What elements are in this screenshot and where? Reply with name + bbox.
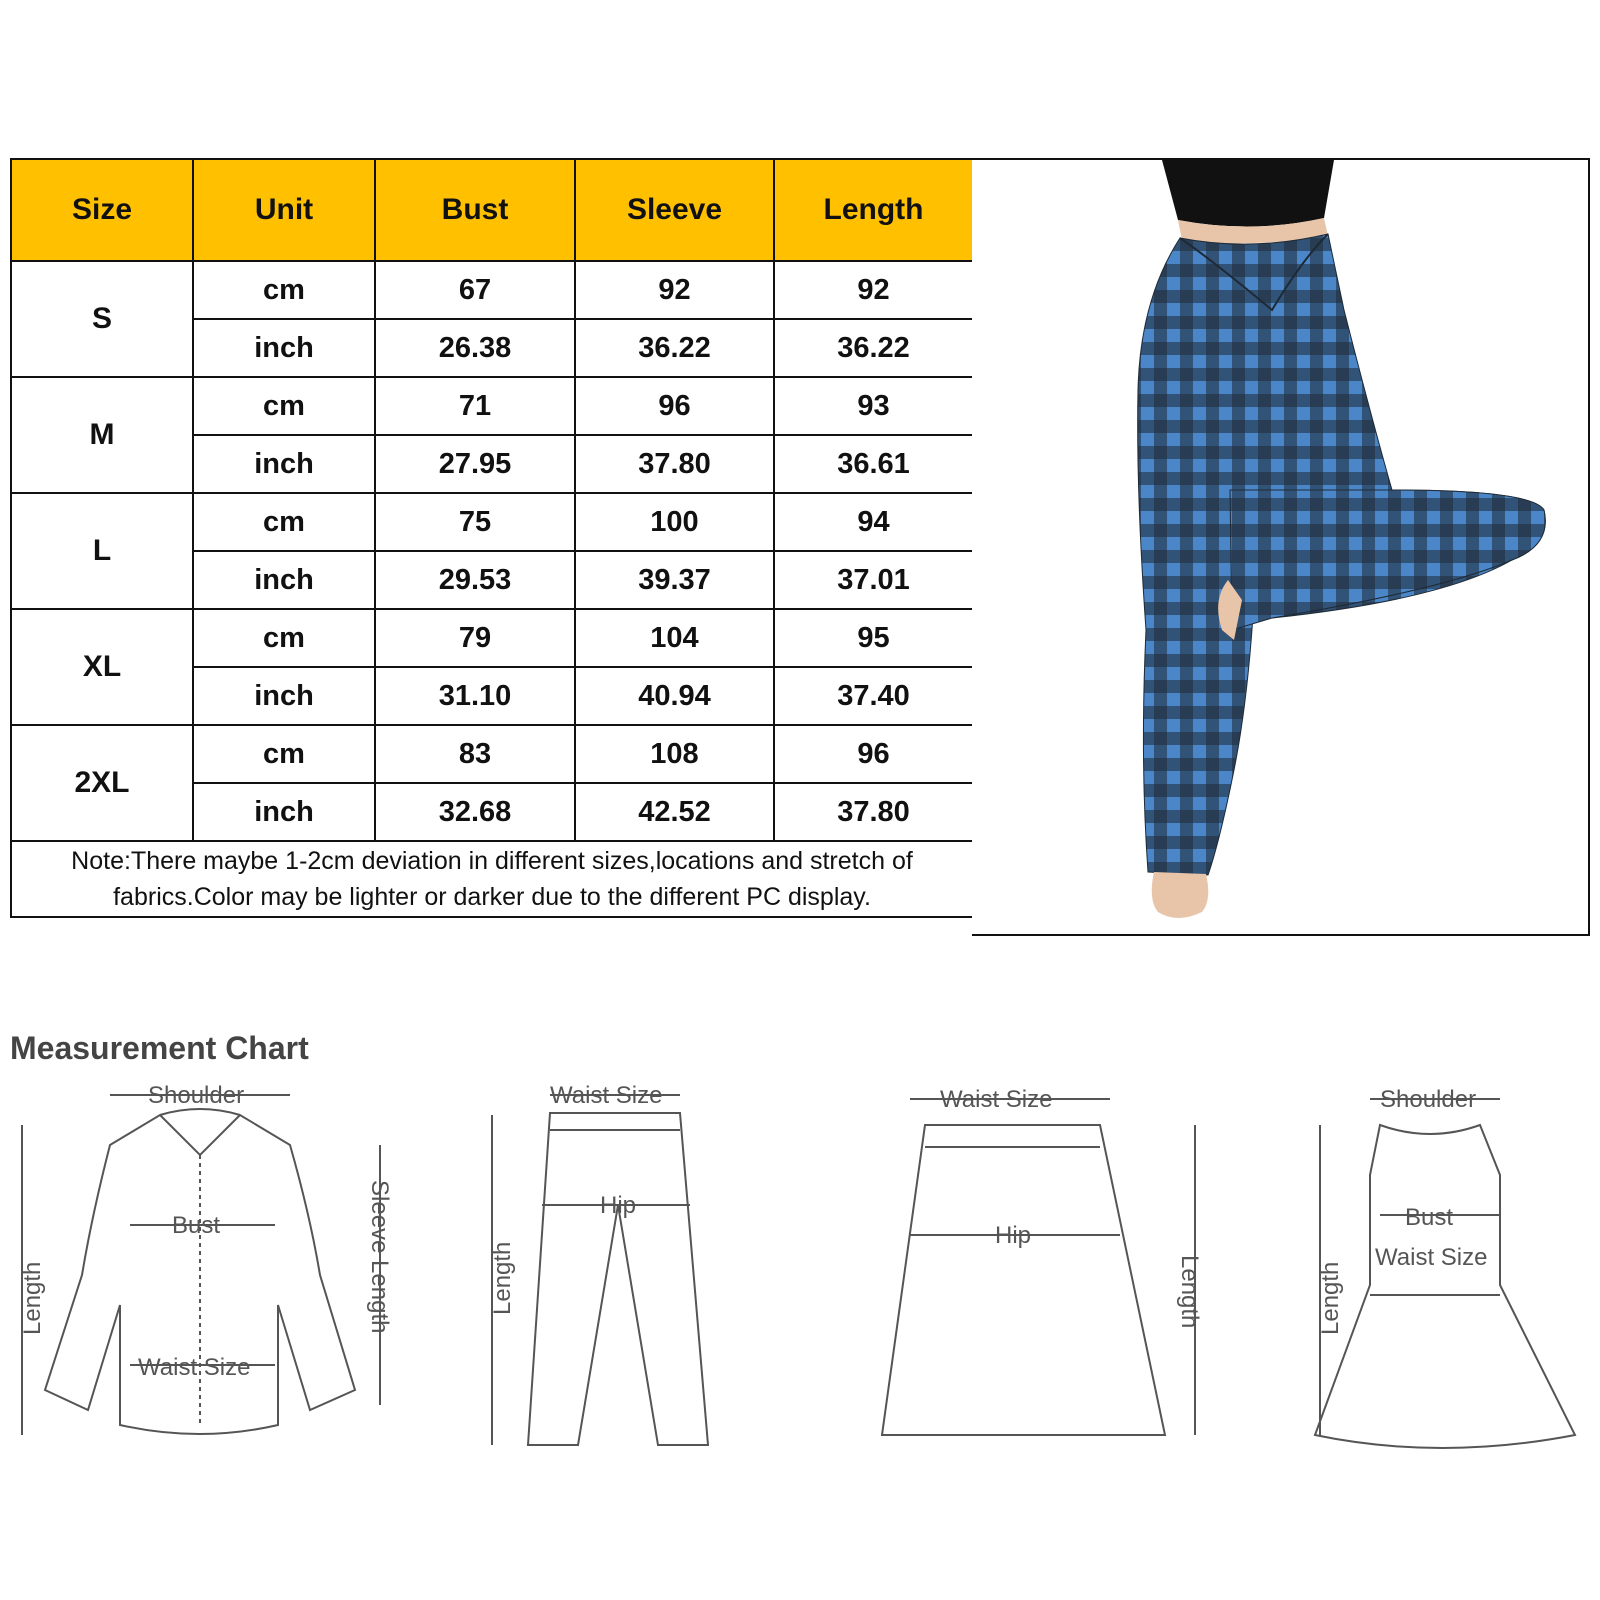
length-cell: 95 (774, 609, 973, 667)
length-cell: 94 (774, 493, 973, 551)
sleeve-cell: 36.22 (575, 319, 774, 377)
dress-waist-label: Waist Size (1375, 1244, 1488, 1271)
bust-cell: 29.53 (375, 551, 575, 609)
size-label: 2XL (11, 725, 193, 841)
dress-length-label: Length (1317, 1261, 1344, 1335)
unit-cell: inch (193, 783, 375, 841)
shirt-waist-label: Waist Size (138, 1354, 251, 1381)
measurement-chart-title: Measurement Chart (10, 1030, 309, 1066)
table-row (11, 609, 973, 667)
unit-cell: cm (193, 377, 375, 435)
skirt-waist-label: Waist Size (940, 1086, 1053, 1113)
pants-outline (528, 1113, 708, 1445)
bust-cell: 26.38 (375, 319, 575, 377)
unit-cell: cm (193, 725, 375, 783)
unit-cell: inch (193, 319, 375, 377)
length-cell: 37.40 (774, 667, 973, 725)
length-cell: 37.01 (774, 551, 973, 609)
unit-cell: cm (193, 493, 375, 551)
length-cell: 96 (774, 725, 973, 783)
sleeve-cell: 42.52 (575, 783, 774, 841)
header-size: Size (11, 159, 193, 261)
skirt-length-label: Length (1176, 1255, 1203, 1329)
header-bust: Bust (375, 159, 575, 261)
bust-cell: 67 (375, 261, 575, 319)
size-label: M (11, 377, 193, 493)
header-sleeve: Sleeve (575, 159, 774, 261)
sleeve-cell: 92 (575, 261, 774, 319)
note-row (11, 841, 973, 917)
bust-cell: 71 (375, 377, 575, 435)
sleeve-cell: 37.80 (575, 435, 774, 493)
skirt-hip-label: Hip (995, 1222, 1032, 1249)
size-table-container (10, 158, 972, 918)
pants-hip-label: Hip (600, 1192, 637, 1219)
skirt-outline (882, 1125, 1165, 1435)
shirt-sleeve-label: Sleeve Length (366, 1180, 393, 1334)
bust-cell: 32.68 (375, 783, 575, 841)
header-unit: Unit (193, 159, 375, 261)
product-photo-frame (972, 158, 1590, 936)
bust-cell: 79 (375, 609, 575, 667)
dress-shoulder-label: Shoulder (1380, 1086, 1477, 1113)
size-label: L (11, 493, 193, 609)
length-cell: 36.61 (774, 435, 973, 493)
dress-bust-label: Bust (1405, 1204, 1454, 1231)
unit-cell: cm (193, 261, 375, 319)
header-length: Length (774, 159, 973, 261)
length-cell: 37.80 (774, 783, 973, 841)
bust-cell: 75 (375, 493, 575, 551)
bust-cell: 31.10 (375, 667, 575, 725)
pants-length-label: Length (489, 1241, 516, 1315)
size-note: Note:There maybe 1-2cm deviation in different sizes,locations and stretch of fabrics.Color may be lighter or darker due to the different PC display. (11, 841, 973, 917)
length-cell: 93 (774, 377, 973, 435)
pants-waist-label: Waist Size (550, 1085, 663, 1109)
sleeve-cell: 39.37 (575, 551, 774, 609)
length-cell: 92 (774, 261, 973, 319)
unit-cell: inch (193, 435, 375, 493)
unit-cell: cm (193, 609, 375, 667)
bust-cell: 83 (375, 725, 575, 783)
bust-cell: 27.95 (375, 435, 575, 493)
sleeve-cell: 104 (575, 609, 774, 667)
sleeve-cell: 40.94 (575, 667, 774, 725)
crop-top (1162, 160, 1334, 227)
table-row (11, 261, 973, 319)
size-label: S (11, 261, 193, 377)
unit-cell: inch (193, 551, 375, 609)
size-table (10, 158, 974, 918)
pants-diagram (480, 1085, 740, 1475)
unit-cell: inch (193, 667, 375, 725)
standing-foot (1152, 872, 1209, 918)
dress-outline (1315, 1125, 1575, 1448)
table-row (11, 493, 973, 551)
size-label: XL (11, 609, 193, 725)
table-row (11, 725, 973, 783)
sleeve-cell: 100 (575, 493, 774, 551)
shirt-shoulder-label: Shoulder (148, 1085, 245, 1109)
plaid-flare-pants-photo (972, 160, 1590, 936)
shirt-diagram (10, 1085, 400, 1465)
dress-diagram (1290, 1085, 1590, 1475)
shirt-length-label: Length (19, 1261, 46, 1335)
length-cell: 36.22 (774, 319, 973, 377)
skirt-diagram (870, 1085, 1220, 1475)
pants-flare (1230, 490, 1545, 630)
table-header-row (11, 159, 973, 261)
sleeve-cell: 108 (575, 725, 774, 783)
shirt-bust-label: Bust (172, 1212, 221, 1239)
sleeve-cell: 96 (575, 377, 774, 435)
table-row (11, 377, 973, 435)
